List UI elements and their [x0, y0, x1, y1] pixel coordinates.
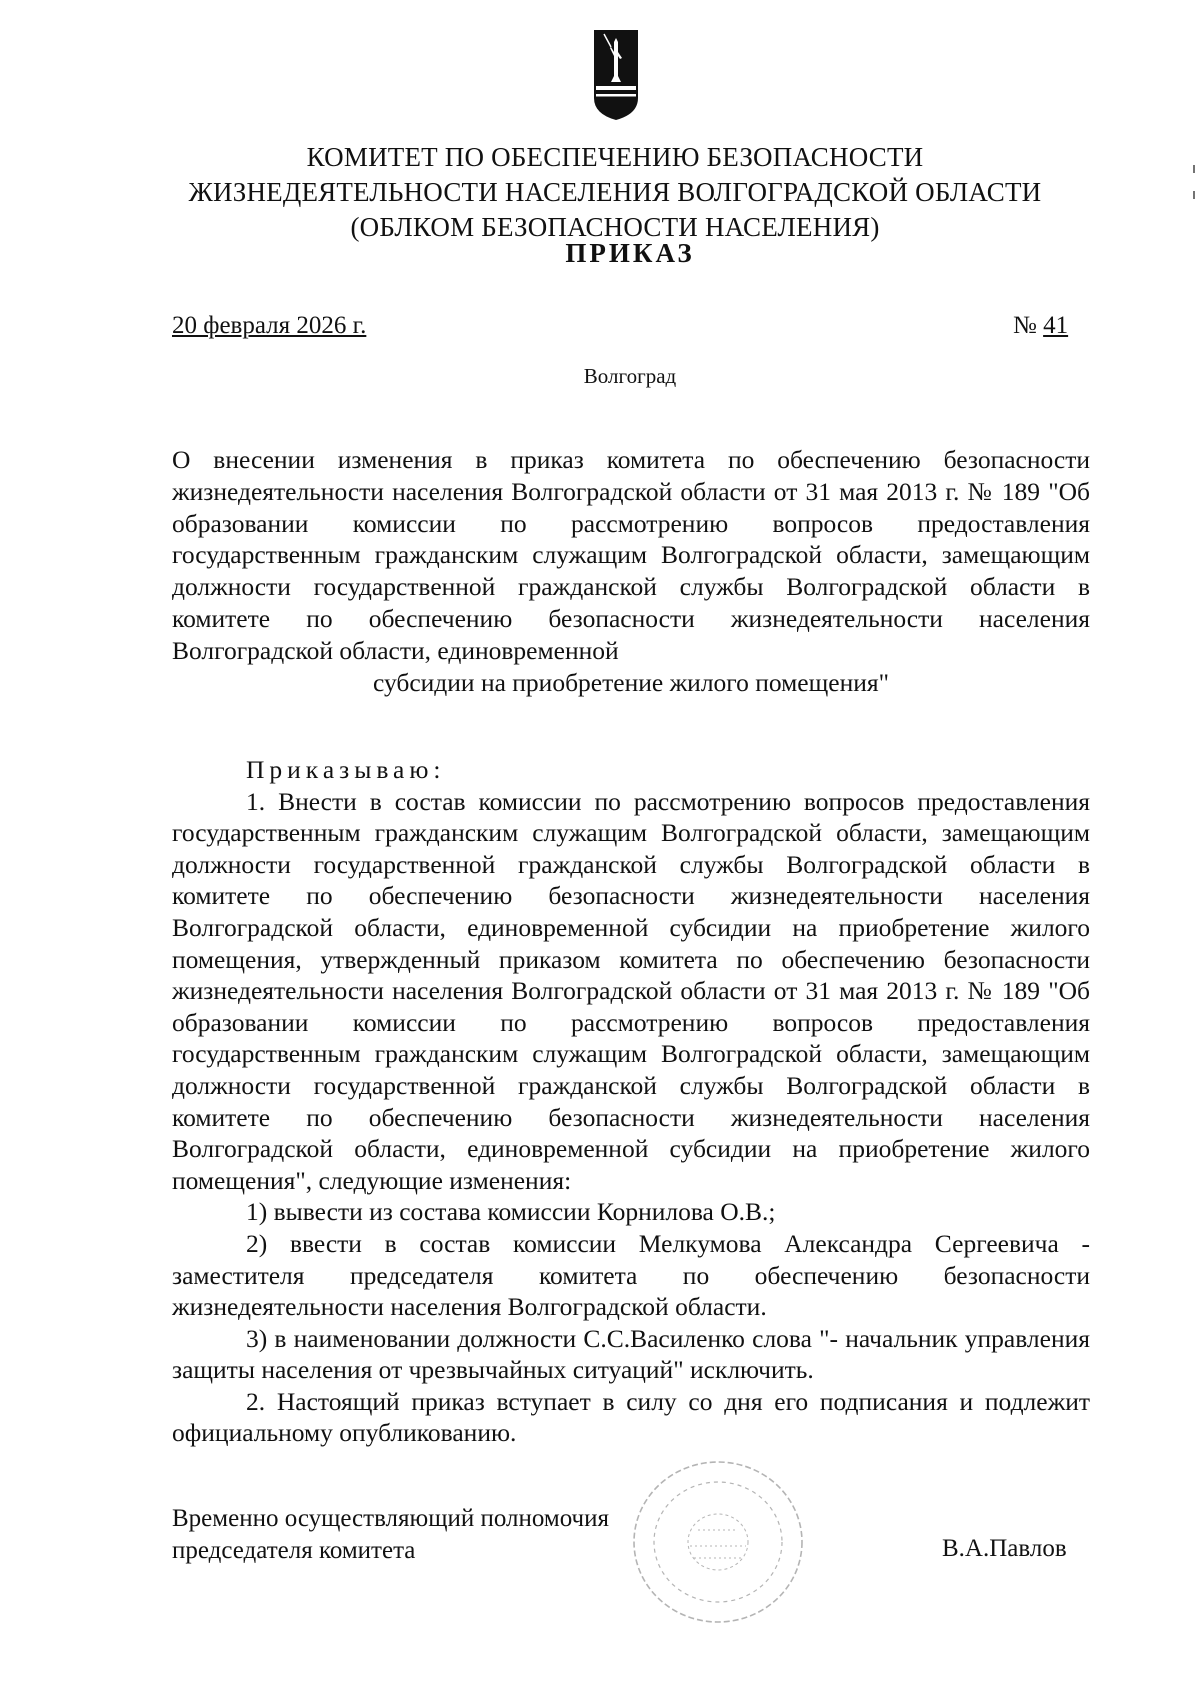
document-type-title: ПРИКАЗ	[565, 238, 695, 268]
order-subitem-2: 2) ввести в состав комиссии Мелкумова Александра Сергеевича - заместителя председателя комитета по обеспечению безопасности жизнедеятельности населения Волгоградской области.	[172, 1228, 1090, 1322]
volgograd-coat-of-arms-icon	[592, 28, 640, 122]
number-value: 41	[1043, 312, 1069, 339]
committee-header	[150, 140, 1080, 245]
document-body	[172, 754, 1090, 1449]
number-prefix: №	[1013, 312, 1037, 339]
official-stamp-seal-icon	[618, 1450, 818, 1640]
order-subitem-1: 1) вывести из состава комиссии Корнилова О.В.;	[246, 1197, 776, 1227]
signatory-title-line-2: председателя комитета	[172, 1537, 416, 1564]
header-line-2: ЖИЗНЕДЕЯТЕЛЬНОСТИ НАСЕЛЕНИЯ ВОЛГОГРАДСКОЙ ОБЛАСТИ	[188, 177, 1042, 207]
subject-text: О внесении изменения в приказ комитета по обеспечению безопасности жизнедеятельности населения Волгоградской области от 31 мая 2013 г. № 189 "Об образовании комиссии по рассмотрению вопросов предоставления государственным гражданским служащим Волгоградской области, замещающим должности государственной гражданской службы Волгоградской области в комитете по обеспечению безопасности жизнедеятельности населения Волгоградской области, единовременной	[172, 445, 1090, 665]
document-date: 20 февраля 2026 г.	[172, 312, 367, 339]
order-item-2: 2. Настоящий приказ вступает в силу со дня его подписания и подлежит официальному опубликованию.	[172, 1386, 1090, 1448]
signatory-name: В.А.Павлов	[942, 1535, 1067, 1562]
order-subitem-3: 3) в наименовании должности С.С.Василенко слова "- начальник управления защиты населения от чрезвычайных ситуаций" исключить.	[172, 1323, 1090, 1385]
subject-last-line: субсидии на приобретение жилого помещения"	[372, 667, 890, 697]
signatory-title-line-1: Временно осуществляющий полномочия	[172, 1505, 610, 1532]
document-subject	[172, 444, 1090, 698]
order-item-1: 1. Внести в состав комиссии по рассмотрению вопросов предоставления государственным гражданским служащим Волгоградской области, замещающим должности государственной гражданской службы Волгоградской области в комитете по обеспечению безопасности жизнедеятельности населения Волгоградской области, единовременной субсидии на приобретение жилого помещения, утвержденный приказом комитета по обеспечению безопасности жизнедеятельности населения Волгоградской области от 31 мая 2013 г. № 189 "Об образовании комиссии по рассмотрению вопросов предоставления государственным гражданским служащим Волгоградской области, замещающим должности государственной гражданской службы Волгоградской области в комитете по обеспечению безопасности жизнедеятельности населения Волгоградской области, единовременной субсидии на приобретение жилого помещения", следующие изменения:	[172, 786, 1090, 1195]
scan-edge-mark	[1192, 165, 1196, 205]
order-word: Приказываю:	[246, 755, 446, 784]
header-line-1: КОМИТЕТ ПО ОБЕСПЕЧЕНИЮ БЕЗОПАСНОСТИ	[306, 142, 924, 172]
header-line-3: (ОБЛКОМ БЕЗОПАСНОСТИ НАСЕЛЕНИЯ)	[350, 212, 880, 242]
document-city: Волгоград	[583, 364, 677, 388]
document-number	[1013, 312, 1068, 340]
signatory-title	[172, 1503, 609, 1567]
